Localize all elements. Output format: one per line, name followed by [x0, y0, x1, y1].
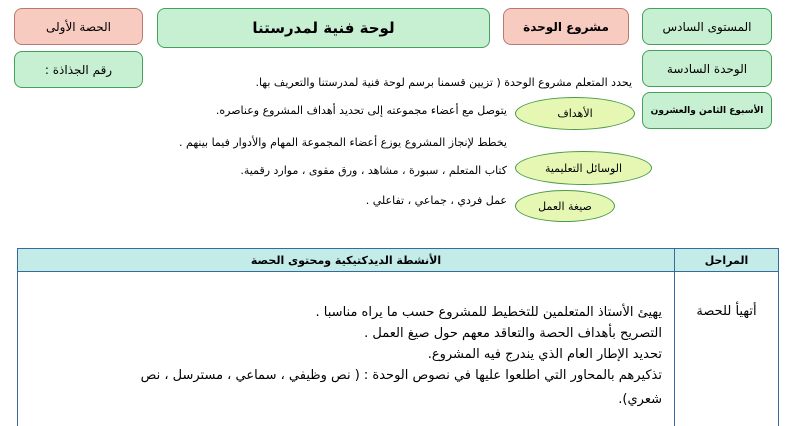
unit-box [642, 50, 772, 87]
col-activities-text: الأنشطة الديدكتيكية ومحتوى الحصة [250, 253, 442, 267]
session-text: الحصة الأولى [45, 19, 112, 34]
objectives-label-text: الأهداف [557, 107, 593, 120]
objective-line-3: يخطط لإنجاز المشروع يوزع أعضاء المجموعة المهام والأدوار فيما بينهم . [179, 136, 507, 149]
level-box [642, 8, 772, 45]
week-text: الأسبوع الثامن والعشرون [650, 105, 764, 116]
stage-cell [674, 272, 779, 426]
objective-line-2: يتوصل مع أعضاء مجموعته إلى تحديد أهداف المشروع وعناصره. [215, 104, 507, 117]
content-line-2: التصريح بأهداف الحصة والتعاقد معهم حول صيغ العمل . [364, 326, 662, 341]
unit-text: الوحدة السادسة [666, 61, 748, 76]
notebook-box [14, 51, 143, 88]
page-title: لوحة فنية لمدرستنا [252, 19, 395, 37]
content-line-3: تحديد الإطار العام الذي يندرج فيه المشروع. [427, 347, 662, 362]
content-line-5: شعري). [618, 392, 662, 407]
col-header-stages [674, 248, 779, 272]
level-text: المستوى السادس [662, 19, 752, 34]
week-box [642, 92, 772, 129]
objectives-label [515, 97, 635, 130]
col-header-activities [17, 248, 675, 272]
session-box [14, 8, 143, 45]
project-label-text: مشروع الوحدة [523, 19, 609, 34]
project-label-box [503, 8, 629, 45]
materials-text: كتاب المتعلم ، سبورة ، مشاهد ، ورق مقوى ، موارد رقمية. [240, 164, 507, 177]
materials-label-text: الوسائل التعليمية [544, 161, 623, 175]
title-box [157, 8, 490, 48]
work-mode-label [515, 190, 615, 222]
stage-text: أتهيأ للحصة [696, 304, 757, 319]
work-mode-text: عمل فردي ، جماعي ، تفاعلي . [365, 194, 507, 207]
objective-line-1: يحدد المتعلم مشروع الوحدة ( تزيين قسمنا برسم لوحة فنية لمدرستنا والتعريف بها. [255, 76, 632, 89]
content-line-1: يهيئ الأستاذ المتعلمين للتخطيط للمشروع حسب ما يراه مناسبا . [315, 305, 662, 320]
col-stages-text: المراحل [704, 253, 749, 267]
content-line-4: تذكيرهم بالمحاور التي اطلعوا عليها في نصوص الوحدة : ( نص وظيفي ، سماعي ، مسترسل ، نص [140, 368, 662, 383]
work-mode-label-text: صيغة العمل [538, 199, 592, 213]
materials-label [515, 151, 652, 185]
notebook-text: رقم الجذاذة : [44, 62, 113, 77]
